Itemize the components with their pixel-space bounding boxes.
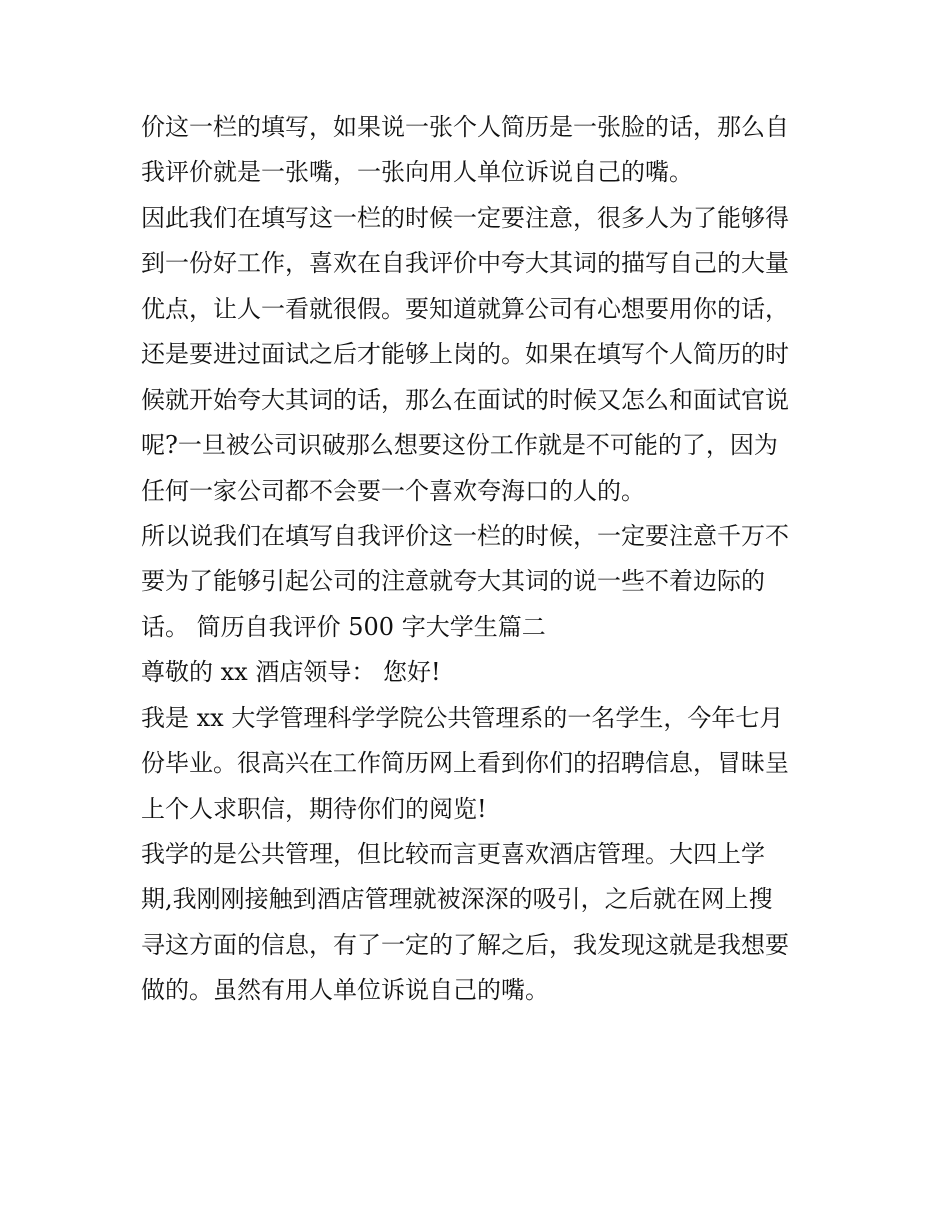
text-line: 还是要进过面试之后才能够上岗的。如果在填写个人简历的时 [141,340,789,369]
document-body [141,105,821,1014]
text-line: 我学的是公共管理，但比较而言更喜欢酒店管理。大四上学 [141,840,765,868]
text-line: 我评价就是一张嘴，一张向用人单位诉说自己的嘴。 [141,158,693,187]
text-line: 优点，让人一看就很假。要知道就算公司有心想要用你的话， [141,294,789,323]
text-line: 我是 xx 大学管理科学学院公共管理系的一名学生，今年七月 [141,703,784,732]
text-line: 呢?一旦被公司识破那么想要这份工作就是不可能的了，因为 [141,431,778,460]
text-line: 要为了能够引起公司的注意就夸大其词的说一些不着边际的 [141,567,765,596]
text-line: 价这一栏的填写，如果说一张个人简历是一张脸的话，那么自 [141,113,789,141]
text-line: 寻这方面的信息，有了一定的了解之后，我发现这就是我想要 [141,930,789,959]
text-line: 话。 简历自我评价 500 字大学生篇二 [141,612,546,641]
text-line: 做的。虽然有用人单位诉说自己的嘴。 [141,976,549,1005]
text-line: 候就开始夸大其词的话，那么在面试的时候又怎么和面试官说 [141,385,789,414]
text-line: 到一份好工作，喜欢在自我评价中夸大其词的描写自己的大量 [141,249,789,278]
text-line: 所以说我们在填写自我评价这一栏的时候，一定要注意千万不 [141,521,789,550]
text-line: 期,我刚刚接触到酒店管理就被深深的吸引，之后就在网上搜 [141,885,773,914]
text-line: 份毕业。很高兴在工作简历网上看到你们的招聘信息，冒昧呈 [141,749,789,778]
text-line: 任何一家公司都不会要一个喜欢夸海口的人的。 [141,476,645,505]
text-line: 因此我们在填写这一栏的时候一定要注意，很多人为了能够得 [141,203,789,232]
text-line: 尊敬的 xx 酒店领导： 您好! [141,658,441,687]
text-line: 上个人求职信，期待你们的阅览! [141,794,487,823]
